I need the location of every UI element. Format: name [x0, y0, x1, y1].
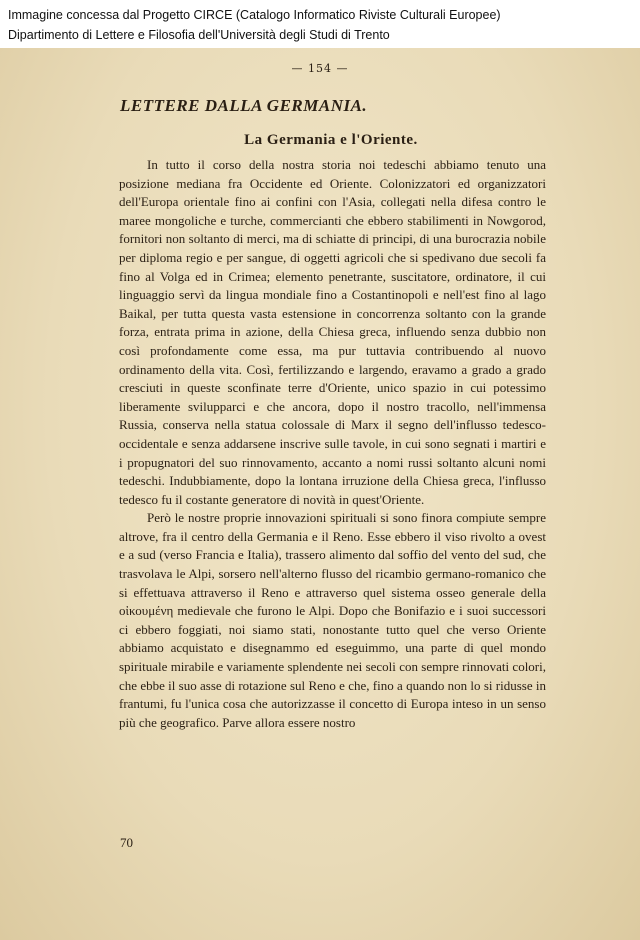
page-number: — 154 —: [291, 62, 349, 75]
paragraph-1: In tutto il corso della nostra storia noi tedeschi abbiamo tenuto una posizione mediana fra Occidente ed Oriente. Colonizzatori ed organizzatori dell'Europa orientale fino ai confini con l'Asia, collegati nella difesa contro le maree mongoliche e turche, commercianti che ebbero stabilimenti in Nowgorod, fornitori non soltanto di merci, ma di schiatte di principi, di una burocrazia nobile per diploma regio e per sangue, di oggetti agricoli che si spedivano due secoli fa fino al Volga ed in Crimea; elemento penetrante, suscitatore, ordinatore, il cui linguaggio servì da lingua mondiale fino a Costantinopoli e nell'est fino al lago Baikal, per tutta questa vasta estensione in concorrenza soltanto con la grande forza, entrata prima in azione, della Chiesa greca, influendo senza dubbio non così profondamente come essa, ma pur tuttavia contribuendo al nuovo ordinamento della vita. Così, fertilizzando e largendo, eravamo a grado a grado cresciuti in queste sconfinate terre d'Oriente, unico spazio in cui potessimo liberamente svilupparci e che ancora, dopo il nostro tracollo, nell'immensa Russia, conserva nella statua colossale di Marx il segno dell'influsso tedesco-occidentale e senza addarsene inscrive sulle tavole, in cui sono segnati i martiri e i propugnatori del suo rinnovamento, accanto a nomi russi soltanto alcuni nomi tedeschi. Indubbiamente, dopo la lontana irruzione della Chiesa greca, l'influsso tedesco fu il costante generatore di novità in quest'Oriente.: [119, 157, 546, 507]
article-title: La Germania e l'Oriente.: [244, 132, 418, 148]
paragraph-2: Però le nostre proprie innovazioni spirituali si sono finora compiute sempre altrove, fra il centro della Germania e il Reno. Esse ebbero il viso rivolto a ovest e a sud (verso Francia e Italia), trassero alimento dal soffio del vento del sud, che trasvolava le Alpi, sorsero nell'alterno flusso del ricambio germano-romanico che si effettuava attraverso il Reno e attraverso quel sistema osseo generale della οἰκουμένη medievale che furono le Alpi. Dopo che Bonifazio e i suoi successori ci ebbero foggiati, noi siamo stati, nonostante tutto quel che verso Oriente abbiamo acquistato e disegnammo ed eseguimmo, una parte di quel mondo spirituale mirabile e variamente splendente nei secoli con sempre rinnovati colori, che ebbe il suo asse di rotazione sul Reno e che, fino a quando non lo si ridusse in frantumi, fu l'unica cosa che autorizzasse il concetto di Europa inteso in un senso più che geografico. Parve allora essere nostro: [119, 510, 546, 730]
section-title: LETTERE DALLA GERMANIA.: [120, 96, 368, 115]
attribution-line-2: Dipartimento di Lettere e Filosofia dell'Università degli Studi di Trento: [8, 28, 390, 42]
attribution-banner: [0, 0, 640, 48]
article-body: [119, 156, 546, 732]
folio-number: 70: [120, 835, 133, 850]
attribution-line-1: Immagine concessa dal Progetto CIRCE (Catalogo Informatico Riviste Culturali Europee): [8, 8, 501, 22]
scanned-page: [0, 48, 640, 940]
